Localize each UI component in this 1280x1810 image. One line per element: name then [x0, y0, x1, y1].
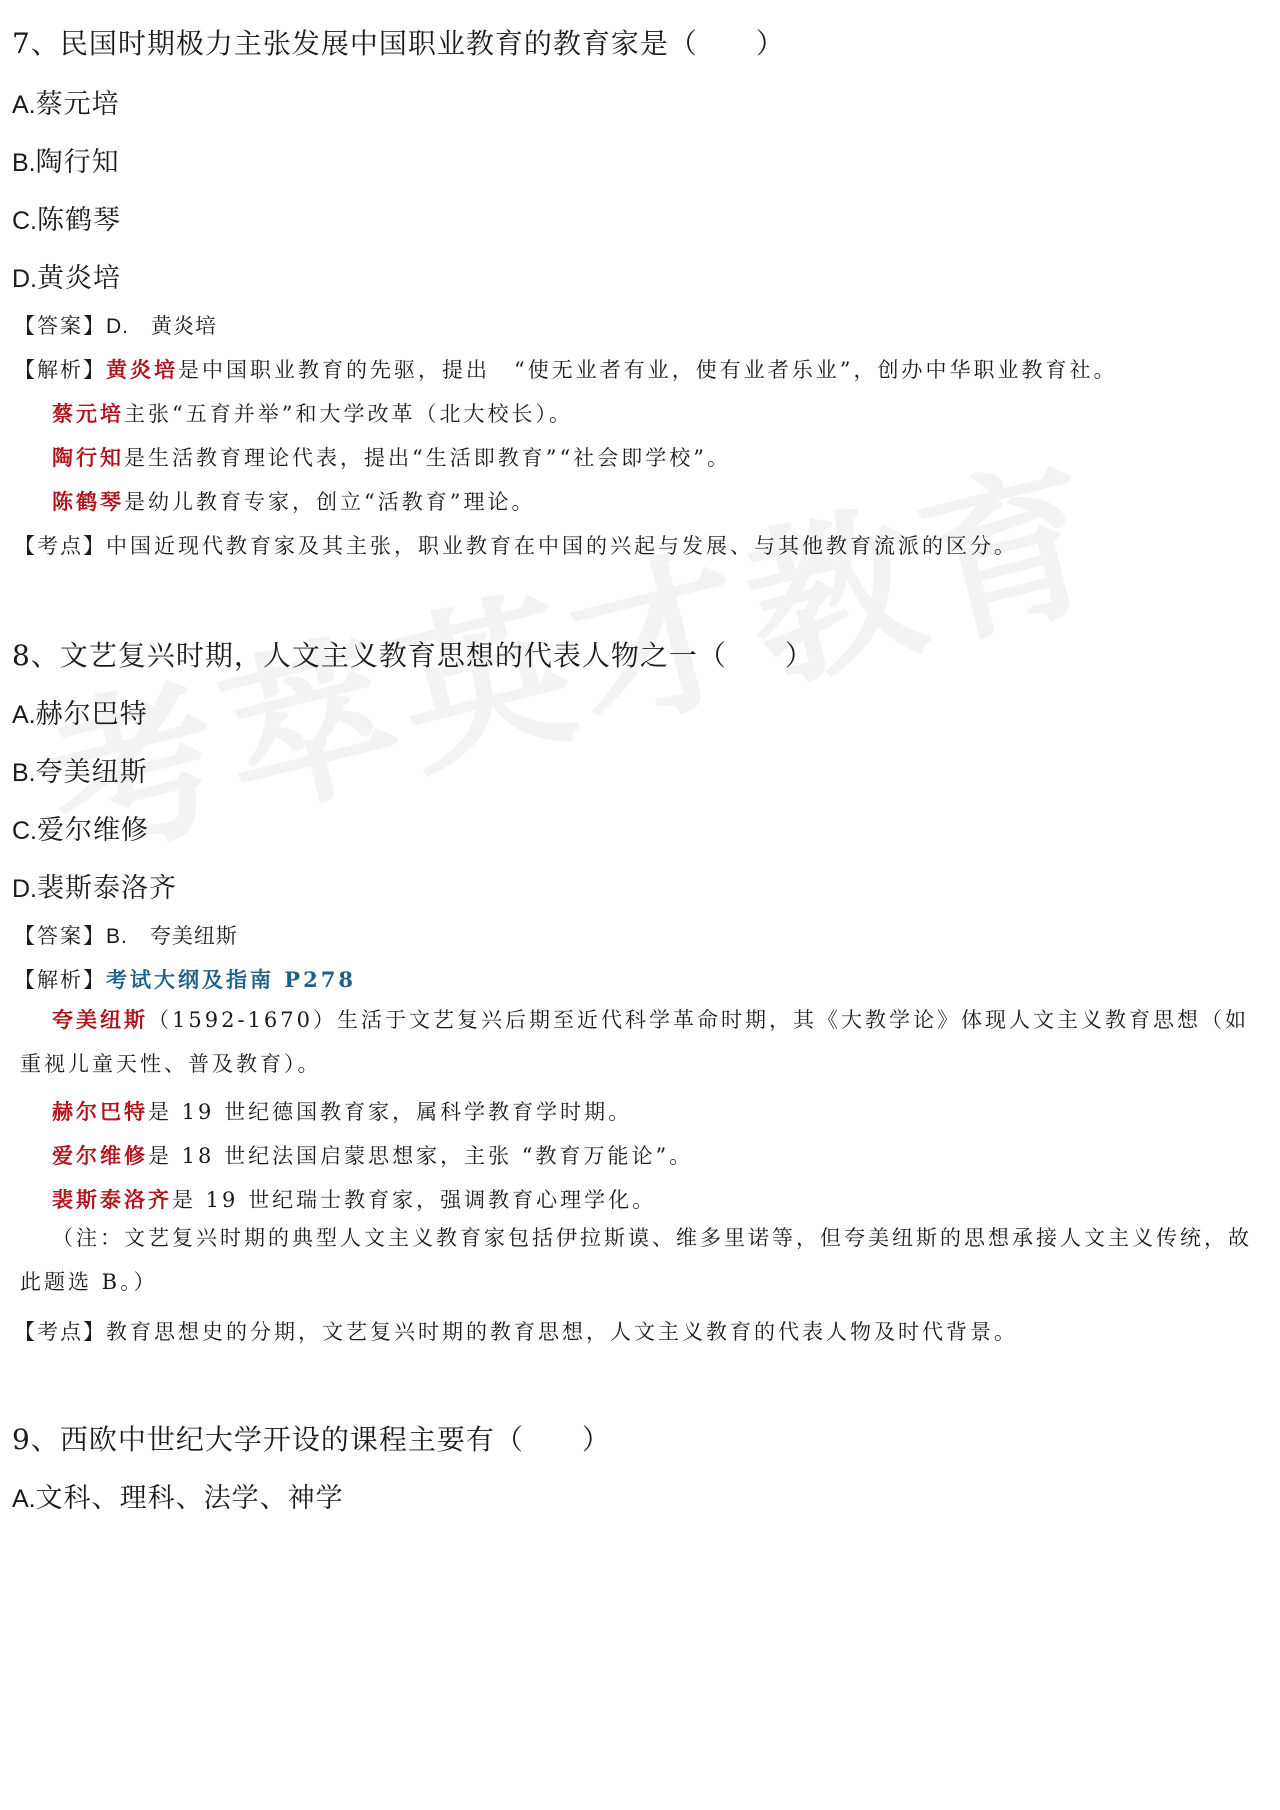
analysis-text: 是 19 世纪瑞士教育家，强调教育心理学化。 [172, 1188, 657, 1212]
option-letter: D. [12, 875, 37, 903]
answer-text: D. 黄炎培 [106, 315, 217, 338]
point-text: 教育思想史的分期，文艺复兴时期的教育思想，人文主义教育的代表人物及时代背景。 [106, 1320, 1018, 1344]
option-text: 爱尔维修 [37, 815, 149, 846]
q8-option-d [12, 866, 177, 905]
person-name: 陈鹤琴 [52, 489, 124, 514]
q8-option-b [12, 750, 148, 789]
q8-answer [14, 920, 238, 950]
q8-analysis-paragraph [20, 998, 1270, 1086]
option-letter: A. [12, 91, 36, 119]
q7-analysis-line-2 [52, 398, 573, 428]
option-letter: A. [12, 1485, 36, 1513]
person-name: 赫尔巴特 [52, 1099, 148, 1124]
person-name: 爱尔维修 [52, 1143, 148, 1168]
q7-point [14, 530, 1018, 560]
q8-option-c [12, 808, 149, 847]
q9-option-a [12, 1476, 344, 1515]
option-letter: B. [12, 759, 36, 787]
q8-analysis-line-4 [52, 1184, 656, 1214]
person-name: 蔡元培 [52, 401, 124, 426]
point-tag: 【考点】 [14, 1320, 106, 1344]
reference-text: 考试大纲及指南 P278 [106, 967, 356, 992]
q7-analysis-line-4 [52, 486, 535, 516]
analysis-tag: 【解析】 [14, 968, 106, 992]
q7-option-a [12, 82, 120, 121]
answer-text: B. 夸美纽斯 [106, 925, 238, 948]
option-text: 文科、理科、法学、神学 [35, 1483, 344, 1514]
point-tag: 【考点】 [14, 534, 106, 558]
option-text: 裴斯泰洛齐 [37, 873, 177, 904]
person-name: 陶行知 [52, 445, 124, 470]
option-text: 黄炎培 [37, 263, 121, 294]
question-9-stem: 9、西欧中世纪大学开设的课程主要有（ ） [12, 1423, 611, 1456]
analysis-text: 主张“五育并举”和大学改革（北大校长）。 [124, 402, 573, 426]
q8-option-a [12, 692, 148, 731]
option-text: 赫尔巴特 [35, 699, 148, 730]
analysis-tag: 【解析】 [14, 358, 106, 382]
q8-analysis-line-3 [52, 1140, 693, 1170]
q7-analysis-line-1 [14, 354, 1117, 384]
point-text: 中国近现代教育家及其主张，职业教育在中国的兴起与发展、与其他教育流派的区分。 [106, 534, 1018, 558]
option-text: 陈鹤琴 [37, 205, 121, 236]
question-8-stem: 8、文艺复兴时期，人文主义教育思想的代表人物之一（ ） [12, 639, 814, 672]
q7-option-b [12, 140, 120, 179]
option-letter: C. [12, 817, 37, 845]
q8-analysis-header [14, 964, 356, 994]
q8-note: （注：文艺复兴时期的典型人文主义教育家包括伊拉斯谟、维多里诺等，但夸美纽斯的思想承接人文主义传统，故此题选 B。） [20, 1226, 1252, 1294]
option-text: 蔡元培 [35, 89, 120, 120]
analysis-text: 是生活教育理论代表，提出“生活即教育”“社会即学校”。 [124, 446, 731, 470]
q7-answer [14, 310, 217, 340]
person-name: 裴斯泰洛齐 [52, 1187, 172, 1212]
person-name: 夸美纽斯 [52, 1007, 148, 1032]
option-letter: D. [12, 265, 37, 293]
option-letter: C. [12, 207, 37, 235]
q7-analysis-line-3 [52, 442, 731, 472]
analysis-text: 是中国职业教育的先驱，提出 “使无业者有业，使有业者乐业”，创办中华职业教育社。 [178, 358, 1118, 382]
option-letter: A. [12, 701, 36, 729]
analysis-text: 是 19 世纪德国教育家，属科学教育学时期。 [148, 1100, 633, 1124]
analysis-text: （1592-1670）生活于文艺复兴后期至近代科学革命时期，其《大教学论》体现人文主义教育思想（如重视儿童天性、普及教育）。 [20, 1008, 1249, 1076]
question-7-stem: 7、民国时期极力主张发展中国职业教育的教育家是（ ） [12, 27, 785, 60]
option-text: 夸美纽斯 [35, 757, 148, 788]
q8-analysis-line-2 [52, 1096, 632, 1126]
analysis-text: 是幼儿教育专家，创立“活教育”理论。 [124, 490, 536, 514]
q8-point [14, 1316, 1018, 1346]
q7-option-d [12, 256, 121, 295]
person-name: 黄炎培 [106, 357, 178, 382]
answer-tag: 【答案】 [14, 924, 106, 948]
option-letter: B. [12, 149, 36, 177]
analysis-text: 是 18 世纪法国启蒙思想家，主张 “教育万能论”。 [148, 1144, 694, 1168]
option-text: 陶行知 [35, 147, 120, 178]
answer-tag: 【答案】 [14, 314, 106, 338]
q7-option-c [12, 198, 121, 237]
